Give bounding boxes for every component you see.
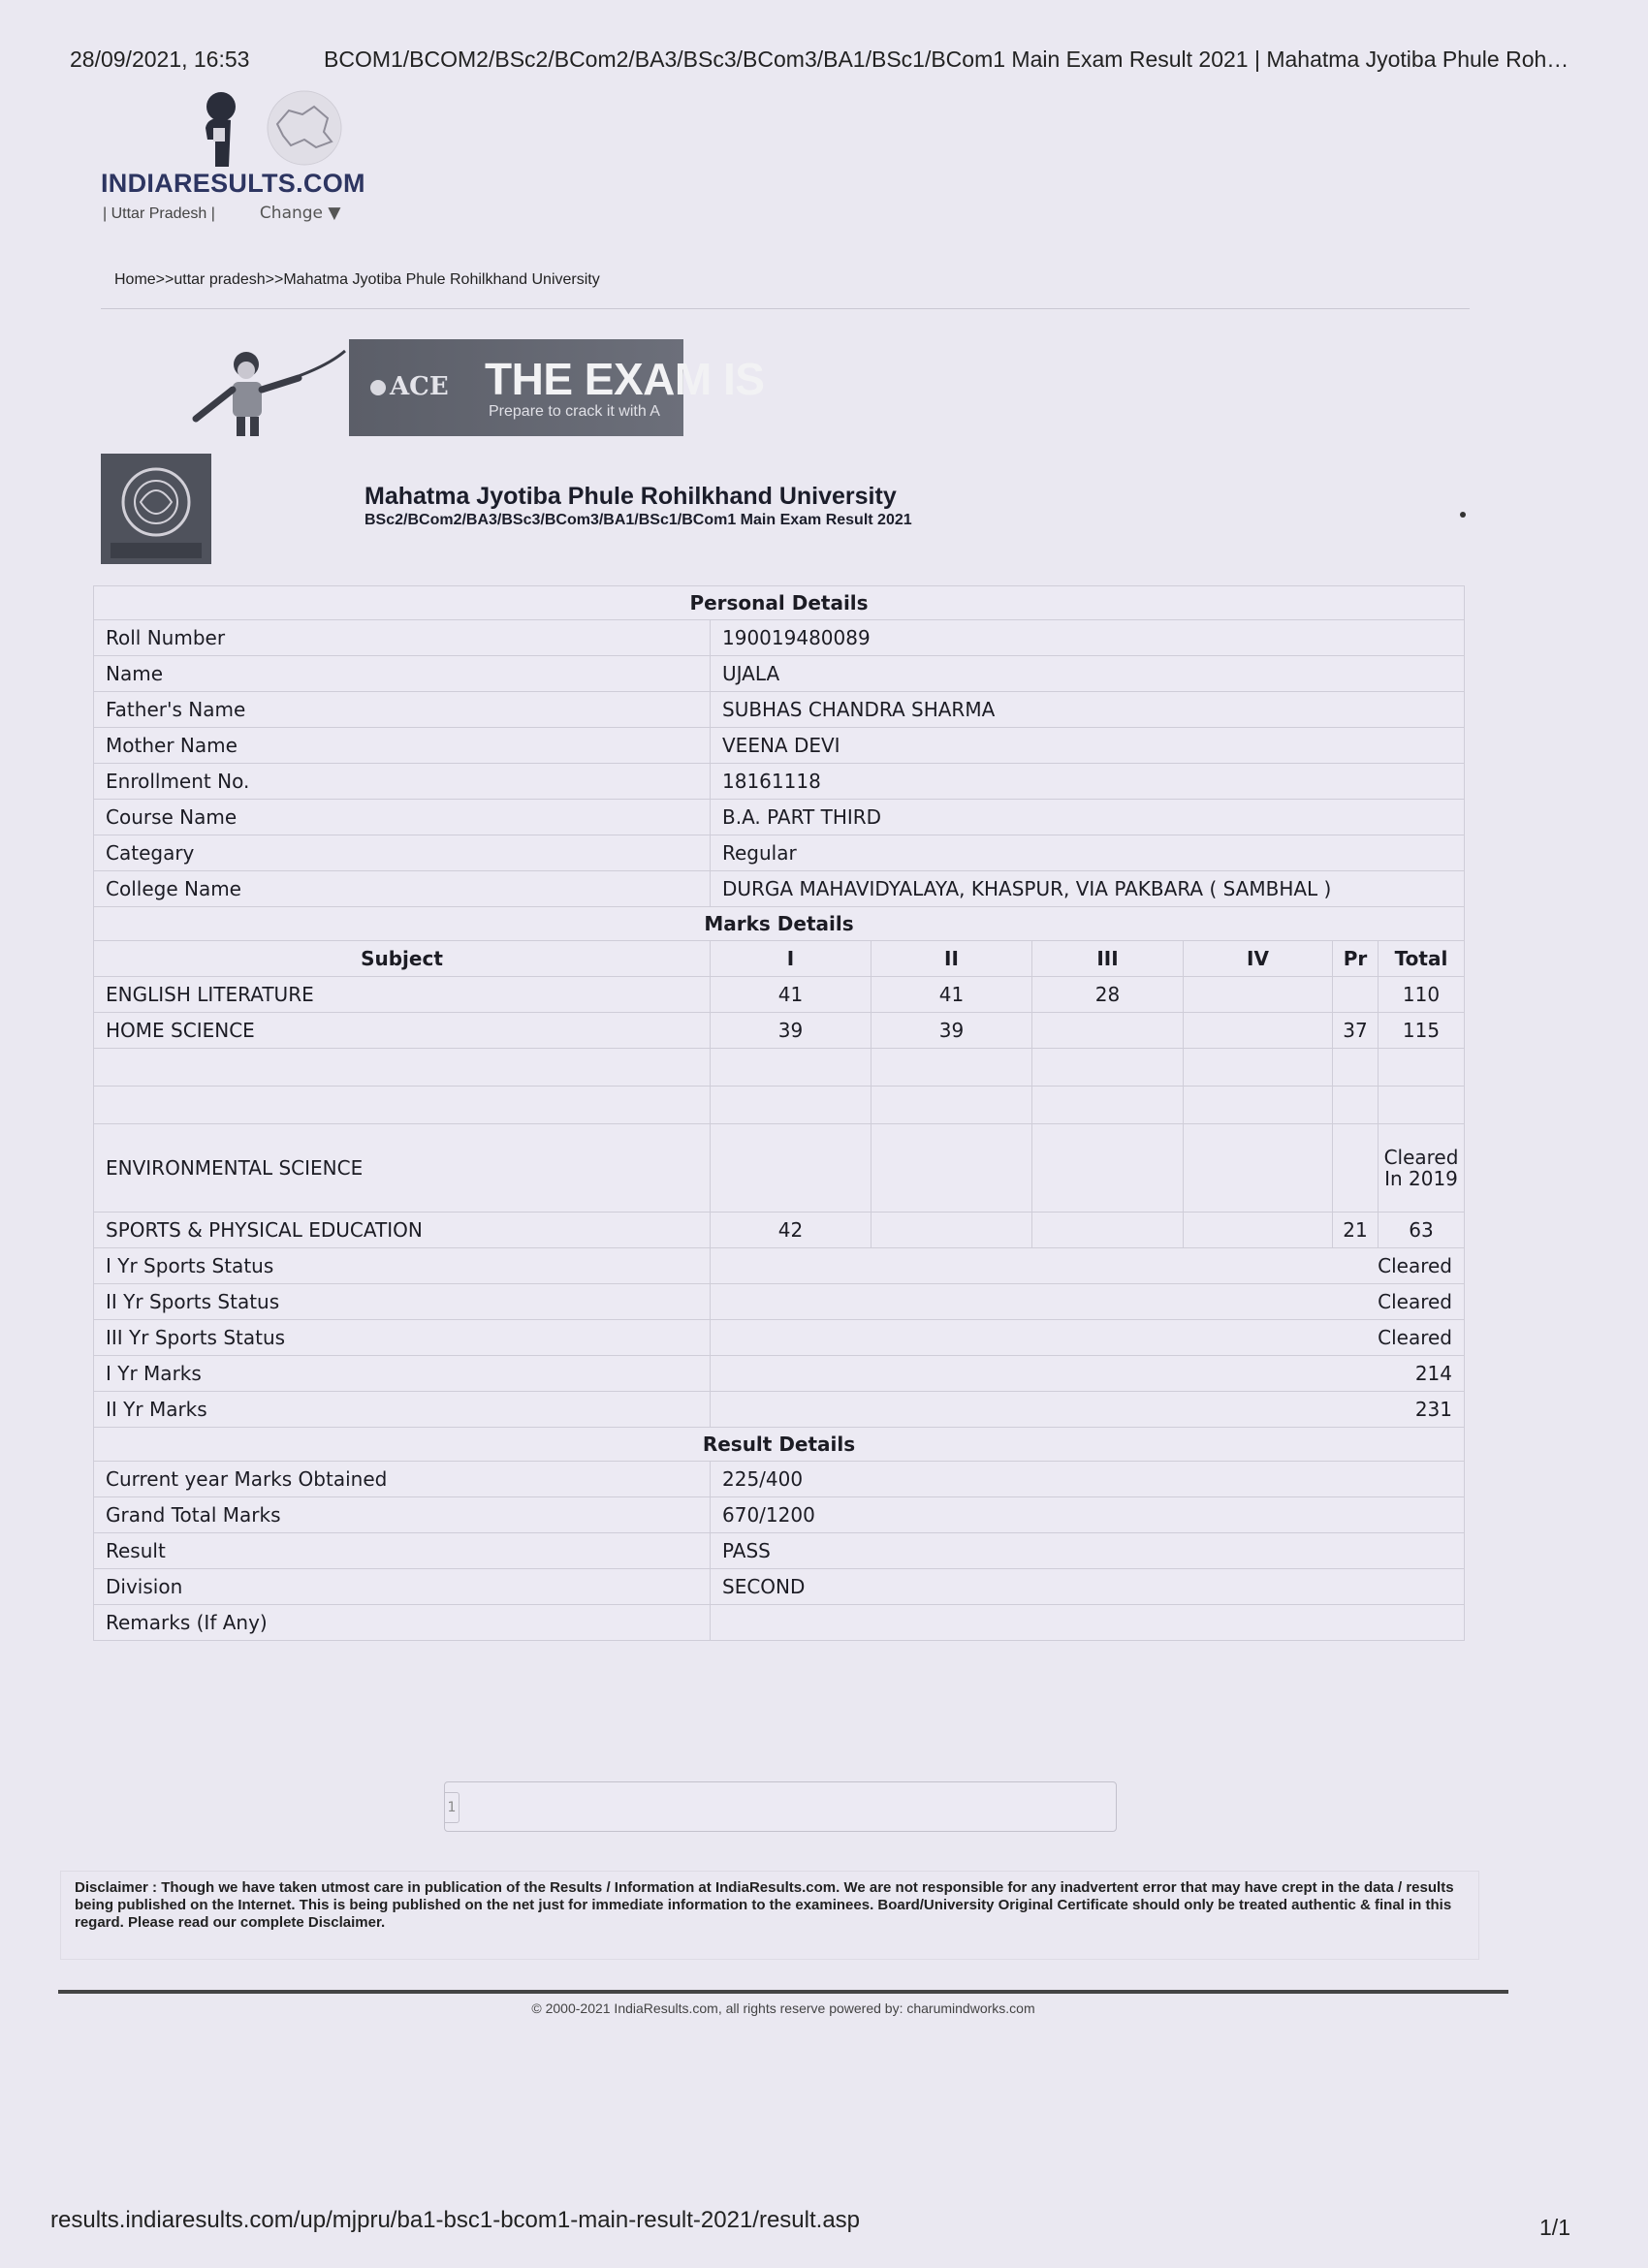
university-name: Mahatma Jyotiba Phule Rohilkhand University [364, 483, 897, 510]
field-value: 214 [711, 1356, 1465, 1392]
field-label: Father's Name [94, 692, 711, 728]
status-row [94, 1248, 1465, 1284]
field-value: 18161118 [711, 764, 1465, 800]
state-selector [103, 204, 341, 223]
personal-row [94, 692, 1465, 728]
paper-iii-marks: 28 [1032, 977, 1184, 1013]
print-page-number: 1/1 [1539, 2215, 1570, 2240]
copyright: © 2000-2021 IndiaResults.com, all rights reserve powered by: charumindworks.com [531, 2000, 1035, 2016]
subject-name: ENGLISH LITERATURE [94, 977, 711, 1013]
empty-subject-row [94, 1049, 1465, 1087]
field-value: SECOND [711, 1569, 1465, 1605]
print-datetime: 28/09/2021, 16:53 [70, 47, 250, 72]
banner-panel [349, 339, 765, 436]
personal-details-heading: Personal Details [94, 586, 1465, 620]
paper-iv-marks [1184, 1013, 1333, 1049]
personal-row [94, 800, 1465, 835]
disclaimer: Disclaimer : Though we have taken utmost care in publication of the Results / Information at IndiaResults.com. We are not responsible for any inadvertent error that may have crept in the data / results being published on the Internet. This is being published on the net just for immediate information to the examinees. Board/University Original Certificate should only be treated authentic & final in this regard. Please read our complete Disclaimer. [60, 1871, 1479, 1960]
result-row [94, 1462, 1465, 1497]
column-header: Subject [94, 941, 711, 977]
uttar-pradesh-map-icon [256, 89, 353, 167]
subject-name: SPORTS & PHYSICAL EDUCATION [94, 1213, 711, 1248]
print-footer [50, 2207, 1570, 2240]
subject-name: HOME SCIENCE [94, 1013, 711, 1049]
divider [101, 308, 1470, 309]
result-row [94, 1497, 1465, 1533]
print-header [70, 47, 1609, 73]
status-row [94, 1284, 1465, 1320]
column-header: I [711, 941, 872, 977]
personal-row [94, 764, 1465, 800]
field-value: B.A. PART THIRD [711, 800, 1465, 835]
field-value: Regular [711, 835, 1465, 871]
speck [1460, 512, 1466, 518]
column-header: Pr [1333, 941, 1379, 977]
status-row [94, 1392, 1465, 1428]
banner-tagline: Prepare to crack it with A [489, 403, 660, 420]
empty-subject-row [94, 1087, 1465, 1124]
field-label: III Yr Sports Status [94, 1320, 711, 1356]
text-box-value: 1 [445, 1792, 460, 1823]
field-value: Cleared [711, 1320, 1465, 1356]
university-seal-icon [101, 454, 211, 564]
field-label: Categary [94, 835, 711, 871]
print-page-title: BCOM1/BCOM2/BSc2/BCom2/BA3/BSc3/BCom3/BA1/BSc1/BCom1 Main Exam Result 2021 | Mahatma Jyotiba Phule Roh… [324, 47, 1569, 72]
result-row [94, 1533, 1465, 1569]
banner-headline: THE EXAM IS [485, 354, 765, 404]
breadcrumb[interactable]: Home>>uttar pradesh>>Mahatma Jyotiba Phule Rohilkhand University [114, 271, 600, 288]
subject-row [94, 1013, 1465, 1049]
total-marks: 63 [1379, 1213, 1465, 1248]
total-marks: 110 [1379, 977, 1465, 1013]
field-value: 225/400 [711, 1462, 1465, 1497]
field-label: Division [94, 1569, 711, 1605]
field-value: 231 [711, 1392, 1465, 1428]
site-logo[interactable] [101, 89, 365, 225]
subject-row [94, 1124, 1465, 1213]
status-row [94, 1320, 1465, 1356]
banner-brand: ACE [390, 372, 449, 401]
result-table [93, 585, 1465, 1641]
field-label: Name [94, 656, 711, 692]
exam-name: BSc2/BCom2/BA3/BSc3/BCom3/BA1/BSc1/BCom1 Main Exam Result 2021 [364, 512, 912, 528]
total-marks: Cleared In 2019 [1379, 1124, 1465, 1213]
paper-ii-marks: 41 [872, 977, 1032, 1013]
paper-iv-marks [1184, 977, 1333, 1013]
marks-header-row [94, 941, 1465, 977]
text-box[interactable] [444, 1781, 1117, 1832]
university-heading [364, 483, 912, 529]
field-label: Result [94, 1533, 711, 1569]
field-label: II Yr Sports Status [94, 1284, 711, 1320]
field-value [711, 1605, 1465, 1641]
field-value: SUBHAS CHANDRA SHARMA [711, 692, 1465, 728]
personal-row [94, 620, 1465, 656]
print-url: results.indiaresults.com/up/mjpru/ba1-bsc1-bcom1-main-result-2021/result.asp [50, 2207, 861, 2233]
field-label: Mother Name [94, 728, 711, 764]
status-row [94, 1356, 1465, 1392]
marks-details-heading: Marks Details [94, 907, 1465, 941]
column-header: II [872, 941, 1032, 977]
field-value: DURGA MAHAVIDYALAYA, KHASPUR, VIA PAKBARA ( SAMBHAL ) [711, 871, 1465, 907]
column-header: IV [1184, 941, 1333, 977]
change-state-link[interactable]: Change ▼ [259, 204, 341, 223]
field-label: Enrollment No. [94, 764, 711, 800]
practical-marks [1333, 977, 1379, 1013]
field-value: UJALA [711, 656, 1465, 692]
field-value: Cleared [711, 1284, 1465, 1320]
field-value: 670/1200 [711, 1497, 1465, 1533]
practical-marks: 37 [1333, 1013, 1379, 1049]
personal-row [94, 835, 1465, 871]
state-label: | Uttar Pradesh | [103, 205, 215, 222]
personal-row [94, 871, 1465, 907]
field-value: 190019480089 [711, 620, 1465, 656]
practical-marks: 21 [1333, 1213, 1379, 1248]
field-value: Cleared [711, 1248, 1465, 1284]
field-label: College Name [94, 871, 711, 907]
paper-i-marks: 41 [711, 977, 872, 1013]
result-row [94, 1605, 1465, 1641]
ad-banner[interactable] [184, 339, 765, 442]
field-label: Remarks (If Any) [94, 1605, 711, 1641]
subject-row [94, 977, 1465, 1013]
person-icon [198, 89, 246, 167]
field-label: Current year Marks Obtained [94, 1462, 711, 1497]
column-header: III [1032, 941, 1184, 977]
field-label: Course Name [94, 800, 711, 835]
paper-iii-marks [1032, 1013, 1184, 1049]
footer-divider [58, 1990, 1508, 1994]
site-brand: INDIARESULTS.COM [101, 169, 365, 198]
paper-ii-marks: 39 [872, 1013, 1032, 1049]
field-label: II Yr Marks [94, 1392, 711, 1428]
field-value: VEENA DEVI [711, 728, 1465, 764]
personal-row [94, 728, 1465, 764]
subject-row [94, 1213, 1465, 1248]
field-label: Grand Total Marks [94, 1497, 711, 1533]
paper-i-marks: 39 [711, 1013, 872, 1049]
total-marks: 115 [1379, 1013, 1465, 1049]
ace-logo [370, 372, 449, 401]
field-value: PASS [711, 1533, 1465, 1569]
field-label: Roll Number [94, 620, 711, 656]
result-row [94, 1569, 1465, 1605]
field-label: I Yr Sports Status [94, 1248, 711, 1284]
student-illustration-icon [184, 347, 347, 436]
personal-row [94, 656, 1465, 692]
paper-i-marks: 42 [711, 1213, 872, 1248]
subject-name: ENVIRONMENTAL SCIENCE [94, 1124, 711, 1213]
column-header: Total [1379, 941, 1465, 977]
field-label: I Yr Marks [94, 1356, 711, 1392]
result-details-heading: Result Details [94, 1428, 1465, 1462]
